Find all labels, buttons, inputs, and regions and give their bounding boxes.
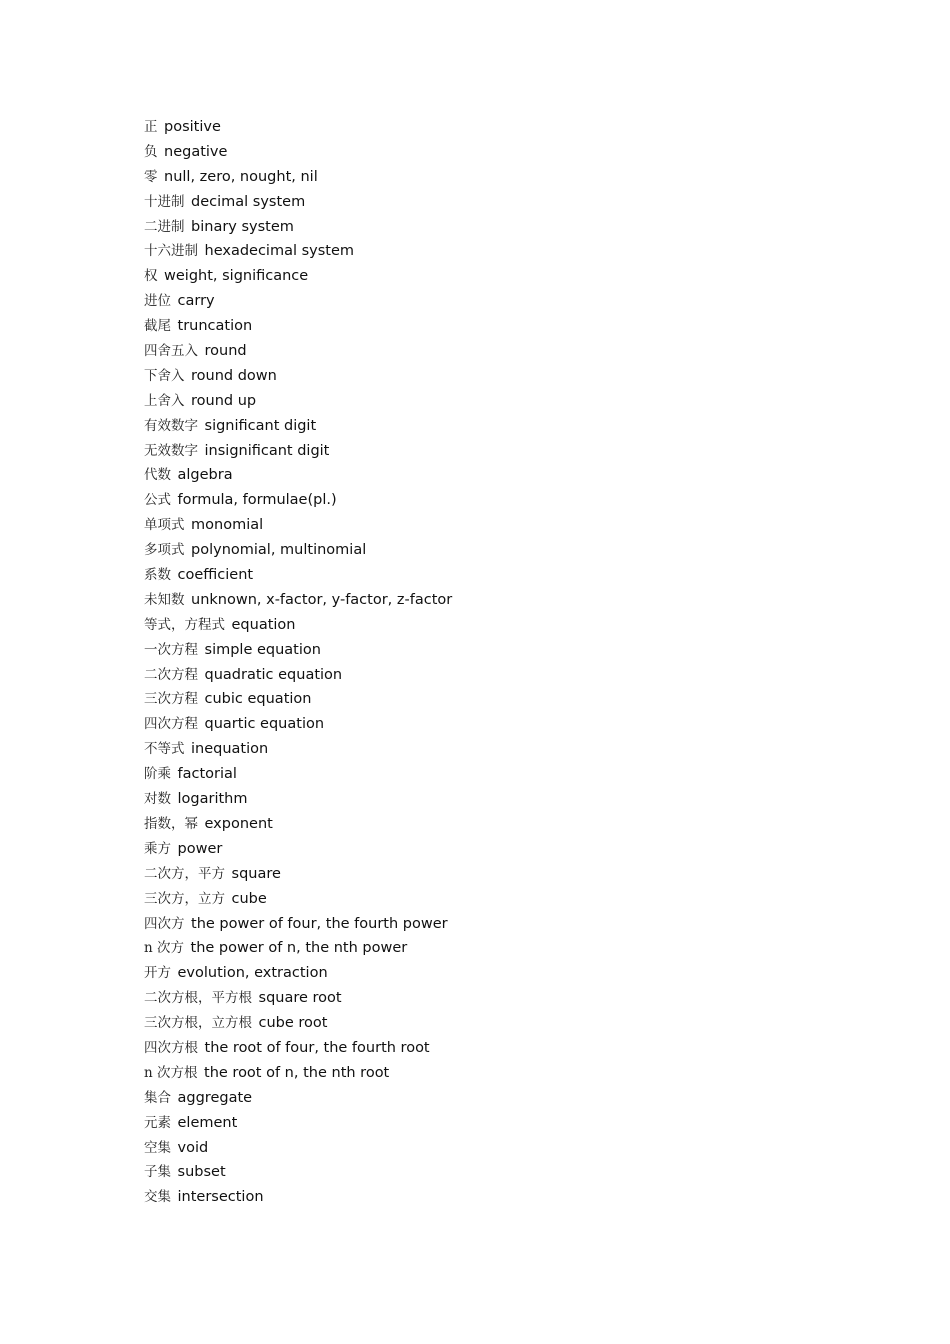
chinese-term: 乘方 xyxy=(144,840,171,857)
chinese-term: 三次方，立方 xyxy=(144,890,225,907)
glossary-entry xyxy=(144,563,452,588)
chinese-term: 二进制 xyxy=(144,218,185,235)
english-term: hexadecimal system xyxy=(204,243,355,260)
glossary-entry xyxy=(144,364,452,389)
english-term: weight, significance xyxy=(164,268,309,285)
glossary-entry xyxy=(144,1036,452,1061)
english-term: the root of four, the fourth root xyxy=(204,1039,430,1056)
glossary-entry xyxy=(144,1160,452,1185)
glossary-entry xyxy=(144,215,452,240)
english-term: subset xyxy=(177,1164,226,1181)
chinese-term: n 次方根 xyxy=(144,1064,198,1081)
english-term: positive xyxy=(164,119,221,135)
glossary-entry xyxy=(144,787,452,812)
chinese-term: 系数 xyxy=(144,567,171,584)
english-term: negative xyxy=(164,143,228,160)
english-term: intersection xyxy=(177,1189,264,1206)
glossary-list xyxy=(144,115,452,1210)
chinese-term: 元素 xyxy=(144,1114,171,1131)
english-term: polynomial, multinomial xyxy=(191,542,367,559)
chinese-term: 四次方 xyxy=(144,915,185,932)
chinese-term: 二次方根，平方根 xyxy=(144,990,252,1007)
english-term: algebra xyxy=(177,467,233,484)
english-term: quartic equation xyxy=(204,716,325,733)
glossary-entry xyxy=(144,638,452,663)
english-term: simple equation xyxy=(204,641,321,658)
chinese-term: 无效数字 xyxy=(144,442,198,459)
glossary-entry xyxy=(144,613,452,638)
chinese-term: 有效数字 xyxy=(144,417,198,434)
glossary-entry xyxy=(144,912,452,937)
english-term: round up xyxy=(191,392,257,409)
chinese-term: 零 xyxy=(144,168,158,185)
glossary-entry xyxy=(144,239,452,264)
chinese-term: 截尾 xyxy=(144,318,171,335)
glossary-entry xyxy=(144,1111,452,1136)
glossary-entry xyxy=(144,588,452,613)
english-term: formula, formulae(pl.) xyxy=(177,492,337,509)
english-term: carry xyxy=(177,293,215,310)
chinese-term: 对数 xyxy=(144,791,171,808)
english-term: monomial xyxy=(191,517,264,534)
glossary-entry xyxy=(144,140,452,165)
english-term: insignificant digit xyxy=(204,442,330,459)
english-term: null, zero, nought, nil xyxy=(164,168,318,185)
glossary-entry xyxy=(144,264,452,289)
english-term: square root xyxy=(258,990,342,1007)
chinese-term: 上舍入 xyxy=(144,392,185,409)
glossary-entry xyxy=(144,762,452,787)
chinese-term: 子集 xyxy=(144,1164,171,1181)
chinese-term: 三次方根，立方根 xyxy=(144,1015,252,1032)
chinese-term: 四次方根 xyxy=(144,1039,198,1056)
english-term: logarithm xyxy=(177,791,248,808)
english-term: quadratic equation xyxy=(204,666,343,683)
english-term: significant digit xyxy=(204,417,317,434)
english-term: cube root xyxy=(258,1015,328,1032)
chinese-term: 四舍五入 xyxy=(144,343,198,360)
chinese-term: 不等式 xyxy=(144,741,185,758)
chinese-term: 四次方程 xyxy=(144,716,198,733)
glossary-entry xyxy=(144,389,452,414)
english-term: element xyxy=(177,1114,238,1131)
glossary-entry xyxy=(144,687,452,712)
chinese-term: 进位 xyxy=(144,293,171,310)
english-term: the power of n, the nth power xyxy=(190,940,408,957)
chinese-term: 交集 xyxy=(144,1189,171,1206)
chinese-term: 十六进制 xyxy=(144,243,198,260)
english-term: decimal system xyxy=(191,193,306,210)
glossary-entry xyxy=(144,961,452,986)
chinese-term: 十进制 xyxy=(144,193,185,210)
glossary-entry xyxy=(144,414,452,439)
glossary-entry xyxy=(144,1011,452,1036)
glossary-entry xyxy=(144,862,452,887)
glossary-entry xyxy=(144,314,452,339)
chinese-term: 三次方程 xyxy=(144,691,198,708)
chinese-term: 等式，方程式 xyxy=(144,616,225,633)
english-term: evolution, extraction xyxy=(177,965,328,982)
chinese-term: 一次方程 xyxy=(144,641,198,658)
chinese-term: 集合 xyxy=(144,1089,171,1106)
english-term: truncation xyxy=(177,318,253,335)
chinese-term: 空集 xyxy=(144,1139,171,1156)
chinese-term: 指数，幂 xyxy=(144,815,198,832)
glossary-entry xyxy=(144,812,452,837)
english-term: the root of n, the nth root xyxy=(204,1064,390,1081)
english-term: aggregate xyxy=(177,1089,253,1106)
glossary-entry xyxy=(144,1185,452,1210)
glossary-entry xyxy=(144,439,452,464)
english-term: exponent xyxy=(204,815,273,832)
glossary-entry xyxy=(144,887,452,912)
english-term: factorial xyxy=(177,766,237,783)
chinese-term: 单项式 xyxy=(144,517,185,534)
english-term: power xyxy=(177,840,223,857)
chinese-term: 二次方程 xyxy=(144,666,198,683)
glossary-entry xyxy=(144,1061,452,1086)
glossary-entry xyxy=(144,663,452,688)
glossary-entry xyxy=(144,1086,452,1111)
glossary-entry xyxy=(144,712,452,737)
glossary-entry xyxy=(144,165,452,190)
glossary-entry xyxy=(144,339,452,364)
chinese-term: 负 xyxy=(144,143,158,160)
chinese-term: 正 xyxy=(144,119,158,135)
english-term: the power of four, the fourth power xyxy=(191,915,448,932)
english-term: unknown, x-factor, y-factor, z-factor xyxy=(191,591,453,608)
chinese-term: 公式 xyxy=(144,492,171,509)
glossary-entry xyxy=(144,538,452,563)
chinese-term: 权 xyxy=(144,268,158,285)
glossary-entry xyxy=(144,837,452,862)
chinese-term: 未知数 xyxy=(144,591,185,608)
chinese-term: 二次方，平方 xyxy=(144,865,225,882)
english-term: inequation xyxy=(191,741,269,758)
chinese-term: n 次方 xyxy=(144,940,184,957)
glossary-entry xyxy=(144,986,452,1011)
glossary-entry xyxy=(144,488,452,513)
english-term: square xyxy=(231,865,281,882)
glossary-entry xyxy=(144,190,452,215)
chinese-term: 下舍入 xyxy=(144,367,185,384)
english-term: binary system xyxy=(191,218,294,235)
glossary-entry xyxy=(144,1136,452,1161)
english-term: cube xyxy=(231,890,267,907)
english-term: round down xyxy=(191,367,277,384)
chinese-term: 开方 xyxy=(144,965,171,982)
chinese-term: 代数 xyxy=(144,467,171,484)
english-term: round xyxy=(204,343,247,360)
glossary-entry xyxy=(144,737,452,762)
chinese-term: 多项式 xyxy=(144,542,185,559)
glossary-entry xyxy=(144,463,452,488)
english-term: coefficient xyxy=(177,567,254,584)
english-term: void xyxy=(177,1139,209,1156)
chinese-term: 阶乘 xyxy=(144,766,171,783)
glossary-entry xyxy=(144,289,452,314)
english-term: cubic equation xyxy=(204,691,312,708)
glossary-entry xyxy=(144,115,452,140)
glossary-entry xyxy=(144,936,452,961)
english-term: equation xyxy=(231,616,296,633)
glossary-entry xyxy=(144,513,452,538)
